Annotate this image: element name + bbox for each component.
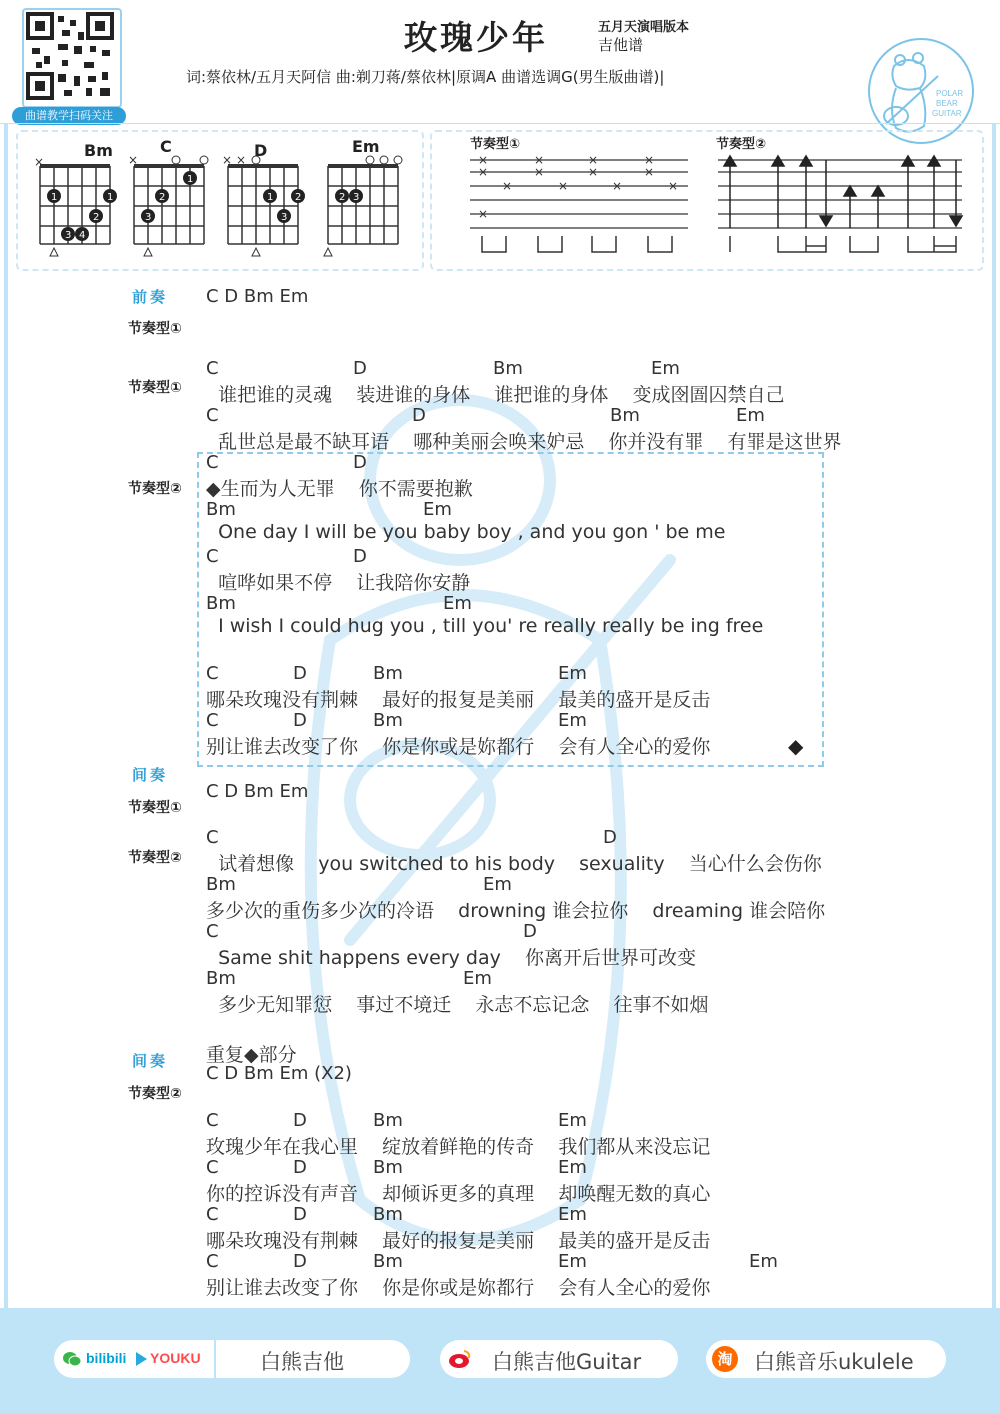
svg-text:×: × [34,155,45,169]
lyric-line: 哪朵玫瑰没有荆棘 最好的报复是美丽 最美的盛开是反击 [206,1230,711,1252]
lyric-line: 玫瑰少年在我心里 绽放着鲜艳的传奇 我们都从来没忘记 [206,1136,711,1158]
channel-name-weibo: 白熊吉他Guitar [492,1350,642,1374]
chord-label: Bm [206,593,236,614]
qr-code[interactable] [22,8,122,108]
svg-text:×: × [534,153,545,167]
rhythm-pattern-2-label: 节奏型② [716,137,767,152]
chord-label: Bm [493,358,523,379]
chord-label: C [206,663,219,684]
chord-label: D [293,1110,307,1131]
chord-label: Em [558,1157,587,1178]
lyric-line: I wish I could hug you , till you' re really really be ing free [206,615,764,637]
chord-label: C [206,827,219,848]
lyric-line: 别让谁去改变了你 你是你或是妳都行 会有人全心的爱你 [206,1277,711,1299]
chord-label: C [206,358,219,379]
chord-label: Em [463,968,492,989]
prelude-label: 前奏 [132,288,169,306]
chord-label: D [353,358,367,379]
chord-label: D [293,1204,307,1225]
svg-text:2: 2 [339,192,346,203]
logo-word-2: BEAR [936,99,958,108]
lyric-line: 哪朵玫瑰没有荆棘 最好的报复是美丽 最美的盛开是反击 [206,689,711,711]
svg-text:3: 3 [281,212,288,223]
chord-label: C [206,710,219,731]
chord-label: Bm [373,1157,403,1178]
interlude-1-rhythm: 节奏型① [128,800,182,816]
interlude-2-rhythm: 节奏型② [128,1086,182,1102]
version-label: 五月天演唱版本 [598,20,690,35]
weibo-pill[interactable] [440,1340,678,1378]
chord-label: D [293,663,307,684]
taobao-icon: 淘 [712,1346,738,1372]
rhythm-patterns [466,132,966,262]
interlude-1-label: 间奏 [132,766,169,784]
chord-label: Em [483,874,512,895]
chord-label: D [293,1251,307,1272]
lyric-line: 喧哗如果不停 让我陪你安静 [206,572,471,594]
svg-text:×: × [478,207,489,221]
svg-text:3: 3 [353,192,360,203]
chord-label: Bm [206,874,236,895]
chord-diagram-bm [34,141,117,256]
lyric-line: One day I will be you baby boy , and you gon ' be me [206,521,726,543]
prelude-chords: C D Bm Em [206,286,309,307]
channel-name-video: 白熊吉他 [260,1350,344,1374]
chord-label: Em [558,1204,587,1225]
chord-label: C [206,1110,219,1131]
svg-text:2: 2 [295,192,302,203]
svg-text:1: 1 [267,192,274,203]
interlude-1-chords: C D Bm Em [206,781,309,802]
channel-name-taobao: 白熊音乐ukulele [754,1350,914,1374]
chord-diagram-em [324,137,402,256]
svg-text:×: × [222,153,233,167]
chord-label: Em [423,499,452,520]
repeat-end-marker: ◆ [788,734,804,758]
lyric-line: 多少次的重伤多少次的冷语 drowning 谁会拉你 dreaming 谁会陪你 [206,900,826,922]
chord-label: Bm [373,1110,403,1131]
chord-name-bm: Bm [84,141,113,160]
lyric-line: 乱世总是最不缺耳语 哪种美丽会唤来妒忌 你并没有罪 有罪是这世界 [206,431,842,453]
chord-label: Em [558,710,587,731]
svg-text:×: × [236,153,247,167]
lyric-line: 多少无知罪愆 事过不境迁 永志不忘记念 往事不如烟 [206,994,709,1016]
chord-label: C [206,546,219,567]
svg-text:2: 2 [93,212,100,223]
rhythm-pattern-1-label: 节奏型① [470,137,521,152]
lyric-line: ◆生而为人无罪 你不需要抱歉 [206,478,473,500]
chord-label: D [293,710,307,731]
chord-label: Em [651,358,680,379]
chord-label: C [206,1157,219,1178]
chord-label: C [206,921,219,942]
svg-text:×: × [478,165,489,179]
svg-text:×: × [128,153,139,167]
chord-diagram-c [128,137,208,256]
svg-text:3: 3 [145,212,152,223]
logo-word-1: POLAR [936,89,964,98]
lyric-line: 别让谁去改变了你 你是你或是妳都行 会有人全心的爱你 [206,736,711,758]
svg-text:×: × [558,179,569,193]
qr-caption: 曲谱教学扫码关注 [12,107,126,125]
chord-label: D [603,827,617,848]
interlude-2-label: 间奏 [132,1052,169,1070]
svg-text:1: 1 [187,174,194,185]
chord-label: D [293,1157,307,1178]
svg-text:×: × [588,165,599,179]
chord-name-d: D [254,141,268,160]
lyric-line: 谁把谁的灵魂 装进谁的身体 谁把谁的身体 变成囹圄囚禁自己 [206,384,785,406]
logo-word-3: GUITAR [932,109,962,118]
wechat-icon [62,1349,82,1369]
chorus-rhythm: 节奏型② [128,481,182,497]
credits: 词:蔡依林/五月天阿信 曲:剃刀蒋/蔡依林|原调A 曲谱选调G(男生版曲谱)| [186,68,665,86]
prelude-rhythm: 节奏型① [128,321,182,337]
repeat-note: 重复◆部分 [206,1044,297,1066]
chord-label: C [206,452,219,473]
svg-text:×: × [588,153,599,167]
lyric-line: Same shit happens every day 你离开后世界可改变 [206,947,697,969]
video-platform-pill[interactable] [54,1340,410,1378]
chord-label: Em [443,593,472,614]
chord-label: Bm [206,968,236,989]
svg-text:2: 2 [159,192,166,203]
youku-logo: YOUKU [150,1350,201,1366]
chord-label: Em [749,1251,778,1272]
chord-label: C [206,405,219,426]
chord-name-c: C [160,137,172,156]
chord-label: D [412,405,426,426]
svg-text:1: 1 [51,192,58,203]
bridge-rhythm: 节奏型② [128,850,182,866]
svg-text:3: 3 [65,230,72,241]
chord-label: Bm [373,1204,403,1225]
chord-name-em: Em [352,137,380,156]
lyric-line: 你的控诉没有声音 却倾诉更多的真理 却唤醒无数的真心 [206,1183,711,1205]
verse-rhythm: 节奏型① [128,380,182,396]
chord-label: Em [558,1110,587,1131]
chord-label: Bm [373,710,403,731]
chord-label: Em [558,663,587,684]
lyric-line: 试着想像 you switched to his body sexuality 当心什么会伤你 [206,853,822,875]
bilibili-logo: bilibili [86,1350,127,1366]
chord-label: Em [558,1251,587,1272]
interlude-2-chords: C D Bm Em (X2) [206,1063,352,1084]
chord-label: C [206,1204,219,1225]
svg-text:×: × [644,165,655,179]
taobao-pill[interactable] [706,1340,946,1378]
chord-label: C [206,1251,219,1272]
svg-text:×: × [644,153,655,167]
svg-text:×: × [668,179,679,193]
chord-diagrams [22,134,422,262]
chord-label: D [523,921,537,942]
chord-label: D [353,452,367,473]
chord-label: Bm [373,663,403,684]
youku-icon [136,1352,147,1366]
svg-text:×: × [478,153,489,167]
svg-text:×: × [534,165,545,179]
chord-diagram-d [222,141,305,256]
chord-label: Bm [206,499,236,520]
song-title: 玫瑰少年 [404,18,548,57]
weibo-icon [448,1348,472,1370]
chord-label: D [353,546,367,567]
chord-label: Bm [610,405,640,426]
svg-text:1: 1 [107,192,114,203]
svg-text:×: × [612,179,623,193]
svg-text:×: × [502,179,513,193]
chord-label: Bm [373,1251,403,1272]
svg-text:4: 4 [79,230,86,241]
score-type-label: 吉他谱 [598,36,644,54]
chord-label: Em [736,405,765,426]
